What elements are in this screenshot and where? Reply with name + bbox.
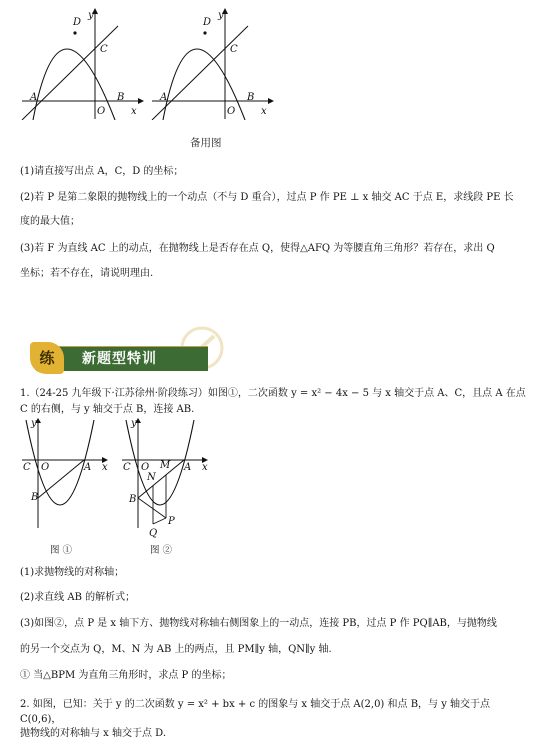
fig2-label-A: A [184, 462, 192, 473]
prev-q1: (1)请直接写出点 A，C，D 的坐标； [20, 166, 184, 177]
fig1-label-x: x [102, 462, 108, 473]
fig1-label-O: O [41, 462, 50, 473]
label-y: y [88, 10, 94, 21]
figure-caption-spare: 备用图 [190, 137, 222, 149]
fig2-label-Q: Q [149, 528, 158, 539]
p1-line2: C 的右侧，与 y 轴交于点 B，连接 AB. [20, 404, 195, 415]
fig1-caption: 图 ① [50, 545, 73, 556]
figure-2 [120, 418, 212, 540]
label-D: D [73, 17, 82, 28]
fig2-label-x: x [202, 462, 208, 473]
fig1-label-y: y [31, 418, 37, 429]
p2-line2: 抛物线的对称轴与 x 轴交于点 D. [20, 728, 167, 739]
label-A: A [160, 92, 168, 103]
label-O: O [227, 106, 236, 117]
label-B: B [247, 92, 255, 103]
prev-q2-line2: 度的最大值； [20, 216, 80, 227]
p1-q3-sub1: ① 当△BPM 为直角三角形时，求点 P 的坐标； [20, 670, 232, 681]
top-figure-left [20, 8, 145, 120]
p1-q3-line2: 的另一个交点为 Q，M、N 为 AB 上的两点，且 PM∥y 轴，QN∥y 轴. [20, 644, 332, 655]
label-C: C [100, 44, 108, 55]
label-y: y [218, 10, 224, 21]
banner-badge: 练 [30, 342, 64, 374]
label-x: x [261, 106, 267, 117]
p1-q3-line1: (3)如图②，点 P 是 x 轴下方、抛物线对称轴右侧图象上的一动点，连接 PB，过点 P 作 PQ∥AB，与抛物线 [20, 618, 497, 629]
p1-q1: (1)求抛物线的对称轴； [20, 567, 125, 578]
p2-line1: 2. 如图，已知：关于 y 的二次函数 y = x² + bx + c 的图象与 x 轴交于点 A(2,0) 和点 B，与 y 轴交于点 C(0,6)， [20, 699, 491, 725]
fig1-label-C: C [23, 462, 31, 473]
fig2-caption: 图 ② [150, 545, 173, 556]
label-D: D [203, 17, 212, 28]
prev-q2-line1: (2)若 P 是第二象限的抛物线上的一个动点（不与 D 重合），过点 P 作 PE ⊥ x 轴交 AC 于点 E，求线段 PE 长 [20, 192, 514, 203]
fig1-label-B: B [31, 492, 39, 503]
p1-line1: 1.（24-25 九年级下·江苏徐州·阶段练习）如图①，二次函数 y = x² − 4x − 5 与 x 轴交于点 A、C，且点 A 在点 [20, 388, 526, 399]
prev-q3-line1: (3)若 F 为直线 AC 上的动点，在抛物线上是否存在点 Q，使得△AFQ 为等腰直角三角形？若存在，求出 Q [20, 243, 495, 254]
banner-title: 新题型特训 [82, 351, 157, 367]
fig2-label-B: B [129, 494, 137, 505]
fig2-label-N: N [147, 472, 156, 483]
fig2-label-y: y [131, 418, 137, 429]
label-A: A [30, 92, 38, 103]
label-B: B [117, 92, 125, 103]
top-figure-right [150, 8, 275, 120]
figure-1 [20, 418, 112, 530]
fig2-label-M: M [160, 460, 171, 471]
fig2-label-P: P [168, 516, 175, 527]
fig2-label-C: C [123, 462, 131, 473]
fig2-label-O: O [141, 462, 150, 473]
label-C: C [230, 44, 238, 55]
fig1-label-A: A [84, 462, 92, 473]
p1-q2: (2)求直线 AB 的解析式； [20, 592, 136, 603]
prev-q3-line2: 坐标；若不存在，请说明理由. [20, 268, 154, 279]
label-x: x [131, 106, 137, 117]
section-banner [30, 342, 208, 372]
label-O: O [97, 106, 106, 117]
